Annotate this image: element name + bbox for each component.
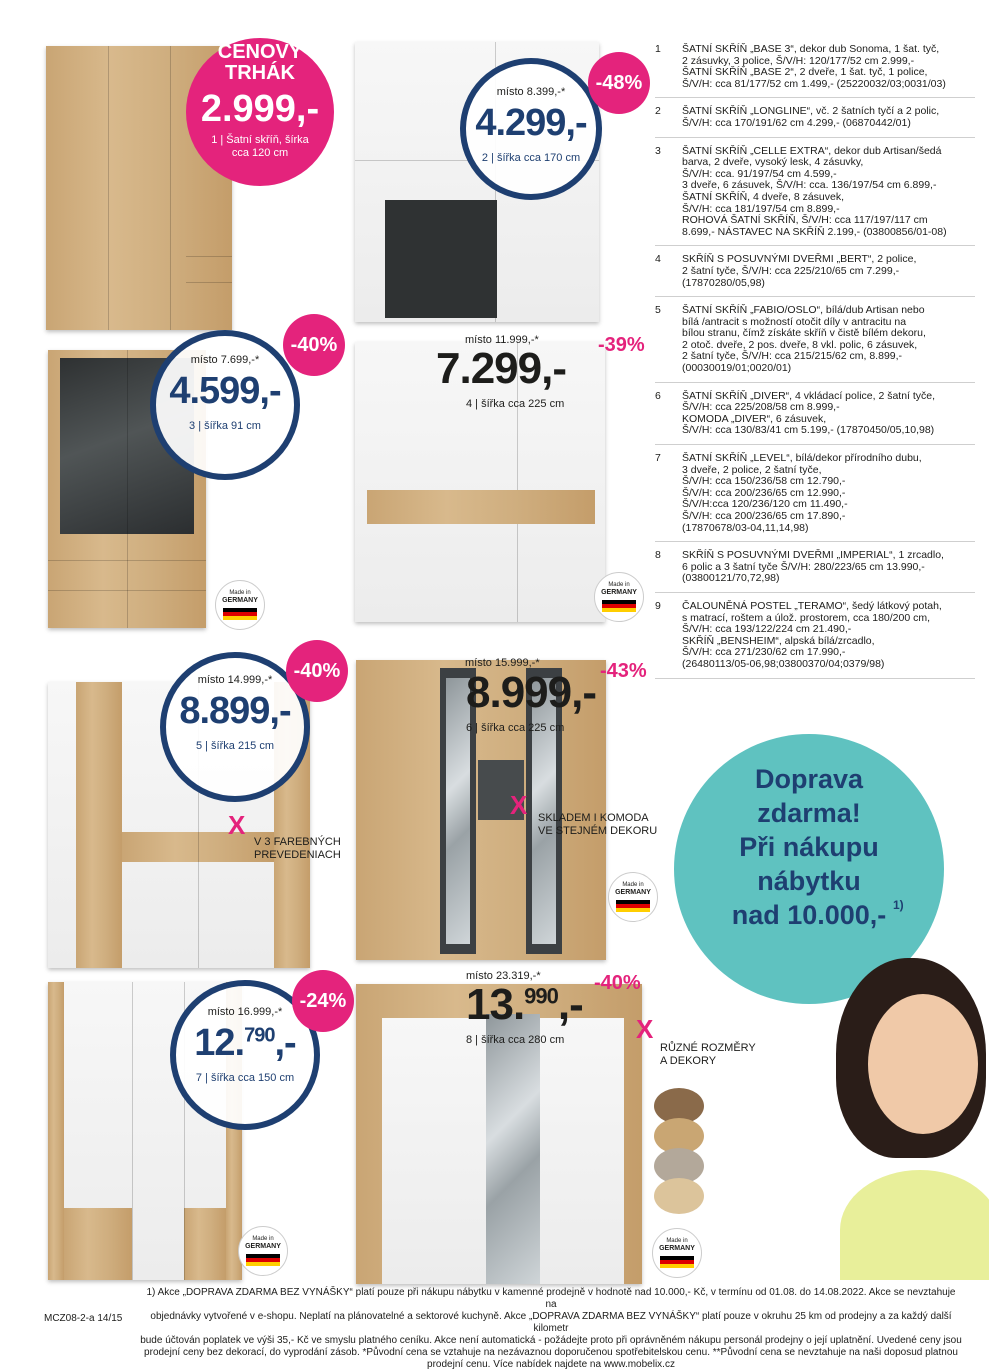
germany-label: GERMANY	[615, 889, 651, 896]
made-in-label: Made in	[666, 1238, 688, 1244]
product-line: Š/V/H: cca 200/236/65 cm 12.990,-	[682, 486, 846, 499]
product-line: s matrací, roštem a úlož. prostorem, cca 180/200 cm,	[682, 611, 931, 624]
product-line: (03800121/70,72,98)	[682, 572, 780, 585]
german-flag-icon	[602, 600, 636, 612]
product-line: 8.699,- NÁSTAVEC NA SKŘÍŇ 2.199,- (03800856/01-08)	[682, 225, 947, 238]
swatch-sonoma-oak	[654, 1178, 704, 1214]
product-line: 3 dveře, 6 zásuvek, Š/V/H: cca. 136/197/54 cm 6.899,-	[682, 179, 937, 192]
made-in-label: Made in	[622, 882, 644, 888]
product-entry	[655, 44, 975, 98]
caption-6: 6 | šířka cca 225 cm	[466, 722, 565, 734]
footer-line2: objednávky vytvořené v e-shopu. Neplatí na plánovatelné a sektorové kuchyně. Akce „DOPRAVA ZDARMA BEZ VYNÁŠKY“ platí pouze v okruhu 25 km od prodejny a za každý další kilometr	[150, 1311, 952, 1334]
was-price-2: místo 8.399,-*	[496, 86, 566, 98]
was-price-4: místo 11.999,-*	[465, 334, 539, 346]
headline-line1: CENOVÝ	[217, 41, 303, 63]
made-in-label: Made in	[229, 590, 251, 596]
price-8-main: 13.	[466, 980, 525, 1029]
product-line: ŠATNÍ SKŘÍŇ „LEVEL“, bílá/dekor přírodního dubu,	[682, 452, 922, 465]
callout-komoda-line2: VE STEJNÉM DEKORU	[538, 825, 658, 837]
product-line: ŠATNÍ SKŘÍŇ „CELLE EXTRA“, dekor dub Artisan/šedá	[682, 144, 942, 157]
price-7-sup: 790	[244, 1024, 275, 1047]
price-8-sup: 990	[524, 983, 558, 1009]
price-circle-2	[460, 58, 602, 200]
headline-caption: 1 | Šatní skříň, šírka cca 120 cm	[211, 134, 309, 159]
product-line: 2 otoč. dveře, 2 pos. dveře, 8 vkl. polic, 6 zásuvek,	[682, 338, 918, 351]
product-line: Š/V/H: cca 130/83/41 cm 5.199,- (17870450/05,10,98)	[682, 424, 935, 437]
product-line: Š/V/H: cca 200/236/65 cm 17.890,-	[682, 510, 846, 522]
product-line: ROHOVÁ ŠATNÍ SKŘÍŇ, Š/V/H: cca 117/197/117 cm	[682, 214, 928, 227]
product-number: 1	[655, 43, 661, 55]
product-entry	[655, 550, 975, 593]
product-number: 2	[655, 105, 661, 118]
product-line: Š/V/H: cca 271/230/62 cm 17.990,-	[682, 646, 846, 659]
product-list	[655, 44, 975, 687]
headline-price: 2.999,-	[200, 88, 320, 130]
product-line: SKŘÍŇ S POSUVNÝMI DVEŘMI „BERT“, 2 police,	[682, 253, 917, 266]
caption-4: 4 | šířka cca 225 cm	[466, 398, 565, 410]
was-price-3: místo 7.699,-*	[190, 354, 260, 366]
made-in-germany-badge-3	[215, 580, 265, 630]
product-line: Š/V/H: cca 193/122/224 cm 21.490,-	[682, 623, 852, 636]
product-number: 7	[655, 452, 661, 465]
legal-footer	[140, 1287, 962, 1371]
delivery-footnote-ref: 1)	[893, 898, 904, 912]
callout-colors-line2: PREVEDENIACH	[254, 849, 341, 861]
price-2: 4.299,-	[475, 102, 587, 144]
product-line: 2 šatní tyče, Š/V/H: cca 215/215/62 cm, 8.899,-	[682, 350, 903, 363]
product-line: (17870280/05,98)	[682, 276, 765, 289]
product-entry	[655, 391, 975, 445]
page-code: MCZ08-2-a 14/15	[44, 1313, 123, 1324]
price-circle-3	[150, 330, 300, 480]
germany-label: GERMANY	[659, 1245, 695, 1252]
delivery-line2: zdarma!	[757, 798, 861, 828]
german-flag-icon	[616, 900, 650, 912]
product-entry	[655, 453, 975, 542]
caption-5: 5 | šířka 215 cm	[195, 740, 275, 752]
caption-7: 7 | šířka cca 150 cm	[195, 1072, 295, 1084]
product-line: barva, 2 dveře, vysoký lesk, 4 zásuvky,	[682, 156, 864, 169]
product-line: (17870678/03-04,11,14,98)	[682, 521, 809, 534]
german-flag-icon	[246, 1254, 280, 1266]
was-price-5: místo 14.999,-*	[197, 674, 273, 686]
product-line: ŠATNÍ SKŘÍŇ, 4 dveře, 8 zásuvek,	[682, 190, 845, 203]
headline-price-badge	[186, 38, 334, 186]
made-in-germany-badge-4	[594, 572, 644, 622]
caption-8: 8 | šířka cca 280 cm	[466, 1034, 565, 1046]
product-line: (26480113/05-06,98;03800370/04;0379/98)	[682, 657, 885, 670]
made-in-germany-badge-7	[238, 1226, 288, 1276]
caption-3: 3 | šířka 91 cm	[189, 420, 261, 432]
price-4: 7.299,-	[436, 344, 566, 393]
was-price-6: místo 15.999,-*	[465, 657, 540, 669]
product-line: 6 polic a 3 šatní tyče Š/V/H: 280/223/65 cm 13.990,-	[682, 560, 925, 573]
headline-line2: TRHÁK	[225, 62, 295, 84]
product-entry	[655, 106, 975, 137]
price-5: 8.899,-	[179, 690, 291, 732]
price-7	[176, 1022, 314, 1065]
product-line: ŠATNÍ SKŘÍŇ „DIVER“, 4 vkládací police, 2 šatní tyče,	[682, 389, 936, 402]
delivery-line1: Doprava	[754, 764, 864, 794]
price-7-end: ,-	[274, 1022, 296, 1064]
product-line: ŠATNÍ SKŘÍŇ „BASE 3“, dekor dub Sonoma, 1 šat. tyč,	[682, 43, 940, 55]
product-line: bílá /antracit s možností otočit díly v antracitu na	[682, 315, 907, 328]
discount-6: -43%	[600, 660, 647, 682]
delivery-line3: Při nákupu	[739, 832, 879, 862]
footer-line3: bude účtován poplatek ve výši 35,- Kč ve smyslu platného ceníku. Akce není automatická - požádejte proto při oprávněném nákupu personál prodejny o její uplatnění. Uvedené ceny jsou	[140, 1335, 962, 1346]
callout-sizes-line1: RŮZNÉ ROZMĚRY	[660, 1042, 756, 1054]
caption-2: 2 | šířka cca 170 cm	[481, 152, 581, 164]
footer-line4: prodejní ceny bez dekorací, do vyprodání zásob. *Původní cena se vztahuje na nezávaznou doporučenou spotřebitelskou cenu. **Původní cena se nevztahuje na naši doposud platnou	[144, 1347, 958, 1358]
product-line: SKŘÍŇ „BENSHEIM“, alpská bílá/zrcadlo,	[682, 634, 875, 647]
product-entry	[655, 146, 975, 247]
price-6: 8.999,-	[466, 668, 596, 717]
price-3: 4.599,-	[169, 370, 281, 412]
product-number: 6	[655, 389, 661, 402]
product-line: bílou stranu, čímž získáte skříň v čistě bílém dekoru,	[682, 327, 926, 340]
callout-x-colors: X	[228, 810, 246, 840]
product-line: Š/V/H:cca 120/236/120 cm 11.490,-	[682, 498, 848, 511]
product-entry	[655, 601, 975, 679]
product-line: Š/V/H: cca 225/208/58 cm 8.999,-	[682, 401, 840, 414]
product-entry	[655, 305, 975, 383]
product-line: Š/V/H: cca 150/236/58 cm 12.790,-	[682, 475, 846, 488]
product-number: 9	[655, 599, 661, 612]
discount-4: -39%	[598, 334, 645, 356]
made-in-germany-badge-8	[652, 1228, 702, 1278]
product-line: SKŘÍŇ S POSUVNÝMI DVEŘMI „IMPERIAL“, 1 zrcadlo,	[682, 549, 944, 562]
germany-label: GERMANY	[245, 1243, 281, 1250]
callout-colors	[254, 836, 341, 862]
callout-komoda-line1: SKLADEM I KOMODA	[538, 812, 649, 824]
german-flag-icon	[660, 1256, 694, 1268]
callout-colors-line1: V 3 FAREBNÝCH	[254, 836, 341, 848]
product-line: ŠATNÍ SKŘÍŇ „BASE 2“, 2 dveře, 1 šat. tyč, 1 police,	[682, 66, 928, 79]
price-7-main: 12.	[194, 1022, 245, 1064]
made-in-label: Made in	[608, 582, 630, 588]
smiling-woman-photo	[826, 940, 989, 1280]
product-line: Š/V/H: cca 81/177/52 cm 1.499,- (25220032/03;0031/03)	[682, 77, 946, 90]
discount-8: -40%	[594, 972, 641, 994]
footer-line5: prodejní cenu. Více nabídek najdete na www.mobelix.cz	[427, 1359, 675, 1370]
product-number: 4	[655, 253, 661, 266]
german-flag-icon	[223, 608, 257, 620]
product-number: 3	[655, 144, 661, 157]
discount-badge-3: -40%	[283, 314, 345, 376]
germany-label: GERMANY	[222, 597, 258, 604]
product-line: KOMODA „DIVER“, 6 zásuvek,	[682, 412, 827, 425]
product-line: 3 dveře, 2 police, 2 šatní tyče,	[682, 463, 822, 476]
delivery-line5: nad 10.000,-	[731, 900, 887, 930]
footer-line1: 1) Akce „DOPRAVA ZDARMA BEZ VYNÁŠKY“ platí pouze při nákupu nábytku v kamenné prodejně v hodnotě nad 10.000,- Kč, v termínu od 01.08. do 14.08.2022. Akce se nevztahuje na	[146, 1287, 956, 1310]
germany-label: GERMANY	[601, 589, 637, 596]
product-line: 2 šatní tyče, Š/V/H: cca 225/210/65 cm 7.299,-	[682, 264, 900, 277]
was-price-7: místo 16.999,-*	[207, 1006, 283, 1018]
price-8-end: ,-	[557, 980, 583, 1029]
made-in-label: Made in	[252, 1236, 274, 1242]
product-line: Š/V/H: cca 181/197/54 cm 8.899,-	[682, 202, 840, 215]
discount-badge-2: -48%	[588, 52, 650, 114]
discount-badge-5: -40%	[286, 640, 348, 702]
product-line: ŠATNÍ SKŘÍŇ „LONGLINE“, vč. 2 šatních tyčí a 2 polic,	[682, 105, 940, 118]
delivery-line4: nábytku	[757, 866, 861, 896]
callout-komoda	[538, 812, 657, 838]
product-line: (00030019/01;0020/01)	[682, 362, 792, 375]
product-entry	[655, 254, 975, 297]
price-8	[466, 980, 583, 1030]
product-line: ČALOUNĚNÁ POSTEL „TERAMO“, šedý látkový potah,	[682, 599, 942, 612]
callout-x-komoda: X	[510, 790, 528, 820]
product-number: 8	[655, 549, 661, 562]
discount-badge-7: -24%	[292, 970, 354, 1032]
product-line: ŠATNÍ SKŘÍŇ „FABIO/OSLO“, bílá/dub Artisan nebo	[682, 304, 925, 317]
was-price-8: místo 23.319,-*	[466, 970, 541, 982]
callout-x-sizes: X	[636, 1014, 654, 1044]
product-line: Š/V/H: cca. 91/197/54 cm 4.599,-	[682, 167, 837, 180]
product-number: 5	[655, 304, 661, 317]
product-line: Š/V/H: cca 170/191/62 cm 4.299,- (06870442/01)	[682, 116, 911, 129]
product-line: 2 zásuvky, 3 police, Š/V/H: 120/177/52 cm 2.999,-	[682, 54, 915, 67]
made-in-germany-badge-6	[608, 872, 658, 922]
callout-sizes-line2: A DEKORY	[660, 1055, 717, 1067]
callout-sizes	[660, 1042, 756, 1068]
